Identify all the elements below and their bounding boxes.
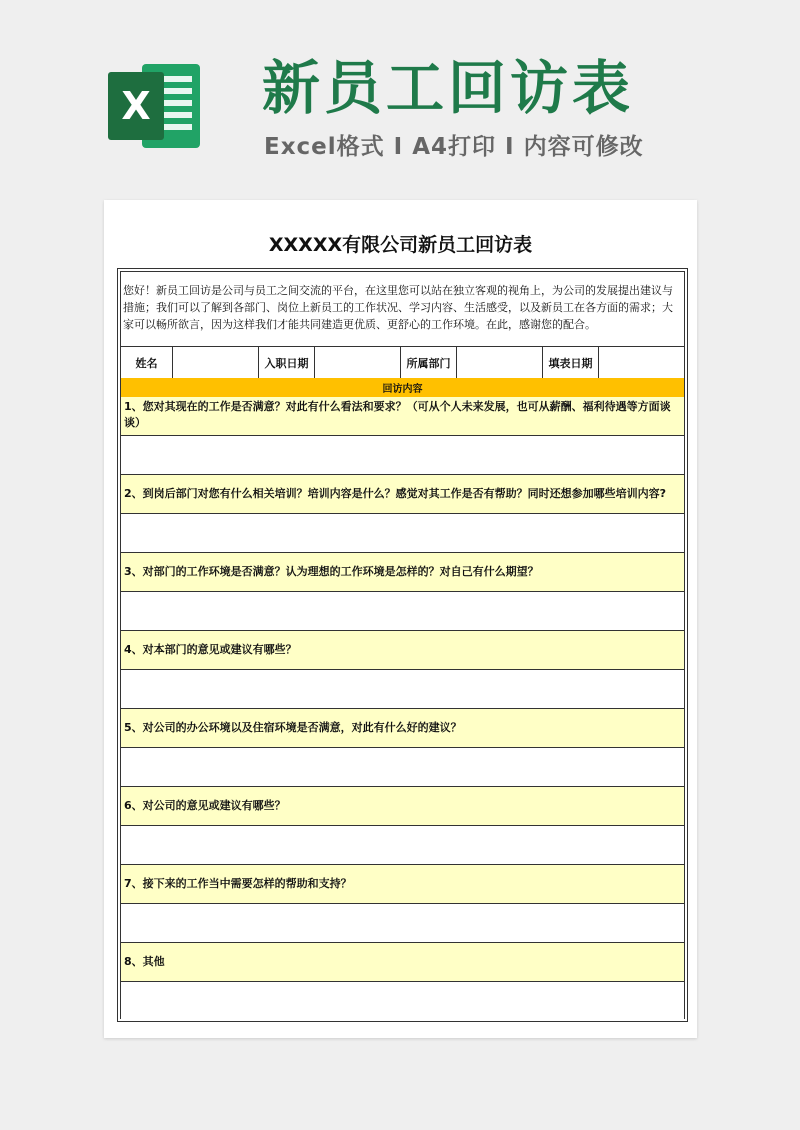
answer-row[interactable] — [121, 982, 684, 1019]
svg-text:X: X — [121, 84, 151, 128]
question-row: 8、其他 — [121, 943, 684, 982]
section-header: 回访内容 — [121, 378, 684, 398]
field-label-name: 姓名 — [121, 347, 173, 378]
question-row: 5、对公司的办公环境以及住宿环境是否满意，对此有什么好的建议？ — [121, 709, 684, 748]
excel-icon — [104, 56, 204, 156]
answer-row[interactable] — [121, 514, 684, 553]
question-row: 1、您对其现在的工作是否满意？对此有什么看法和要求？（可从个人未来发展，也可从薪酬、福利待遇等方面谈谈） — [121, 397, 684, 436]
field-label-department: 所属部门 — [401, 347, 457, 378]
question-row: 6、对公司的意见或建议有哪些？ — [121, 787, 684, 826]
banner-subtitle: Excel格式 I A4打印 I 内容可修改 — [264, 134, 644, 160]
document-page — [104, 200, 697, 1038]
answer-row[interactable] — [121, 904, 684, 943]
answer-row[interactable] — [121, 670, 684, 709]
answer-row[interactable] — [121, 592, 684, 631]
answer-row[interactable] — [121, 826, 684, 865]
field-value-fill-date[interactable] — [599, 347, 684, 378]
field-value-name[interactable] — [173, 347, 259, 378]
info-row — [121, 347, 684, 379]
field-label-hire-date: 入职日期 — [259, 347, 315, 378]
question-list — [121, 397, 684, 1018]
answer-row[interactable] — [121, 436, 684, 475]
question-row: 4、对本部门的意见或建议有哪些？ — [121, 631, 684, 670]
question-row: 3、对部门的工作环境是否满意？认为理想的工作环境是怎样的？对自己有什么期望？ — [121, 553, 684, 592]
form-table-inner — [120, 271, 685, 1019]
question-row: 2、到岗后部门对您有什么相关培训？培训内容是什么？感觉对其工作是否有帮助？同时还想参加哪些培训内容? — [121, 475, 684, 514]
answer-row[interactable] — [121, 748, 684, 787]
question-row: 7、接下来的工作当中需要怎样的帮助和支持？ — [121, 865, 684, 904]
document-title: XXXXX有限公司新员工回访表 — [268, 234, 533, 256]
intro-paragraph: 您好！新员工回访是公司与员工之间交流的平台，在这里您可以站在独立客观的视角上，为公司的发展提出建议与措施；我们可以了解到各部门、岗位上新员工的工作状况、学习内容、生活感受，以及新员工在各方面的需求；大家可以畅所欲言，因为这样我们才能共同建造更优质、更舒心的工作环境。在此，感谢您的配合。 — [121, 272, 684, 347]
form-table — [117, 268, 688, 1022]
banner-title: 新员工回访表 — [262, 54, 635, 122]
field-label-fill-date: 填表日期 — [543, 347, 599, 378]
field-value-department[interactable] — [457, 347, 543, 378]
field-value-hire-date[interactable] — [315, 347, 401, 378]
